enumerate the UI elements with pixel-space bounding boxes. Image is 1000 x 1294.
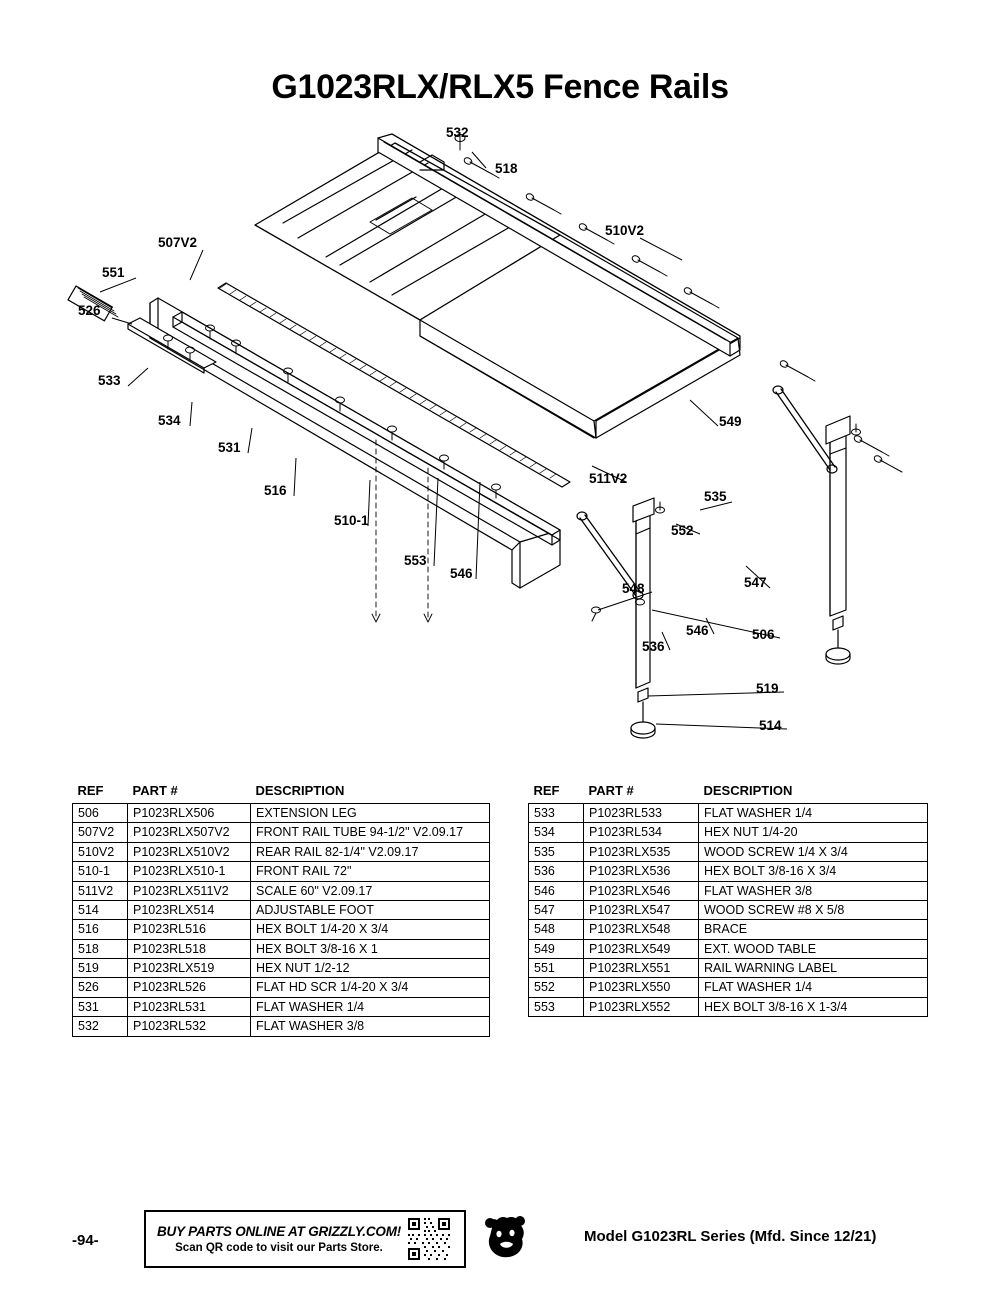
cell-desc: HEX BOLT 3/8-16 X 3/4 [699,862,928,881]
table-row [73,823,490,842]
table-row [529,862,928,881]
cell-ref: 510-1 [73,862,128,881]
table-row [73,939,490,958]
bear-glyph [480,1212,532,1262]
cell-ref: 511V2 [73,881,128,900]
cell-desc: FLAT WASHER 3/8 [251,1017,490,1036]
table-row [529,939,928,958]
cell-desc: FLAT WASHER 1/4 [699,804,928,823]
table-row [529,842,928,861]
callout-536: 536 [642,639,665,654]
cell-desc: FRONT RAIL TUBE 94-1/2" V2.09.17 [251,823,490,842]
cell-ref: 532 [73,1017,128,1036]
cell-ref: 514 [73,900,128,919]
table-row [73,842,490,861]
callout-532: 532 [446,125,469,140]
cell-desc: EXT. WOOD TABLE [699,939,928,958]
buy-parts-subtext: Scan QR code to visit our Parts Store. [175,1242,383,1254]
callout-533: 533 [98,373,121,388]
cell-part: P1023RLX536 [584,862,699,881]
cell-desc: REAR RAIL 82-1/4" V2.09.17 [251,842,490,861]
cell-desc: ADJUSTABLE FOOT [251,900,490,919]
table-row [73,920,490,939]
grizzly-bear-logo-icon [480,1212,532,1262]
table-row [529,900,928,919]
cell-part: P1023RLX514 [128,900,251,919]
cell-ref: 507V2 [73,823,128,842]
cell-part: P1023RLX552 [584,997,699,1016]
footer-model-text: Model G1023RL Series (Mfd. Since 12/21) [584,1228,877,1245]
cell-ref: 548 [529,920,584,939]
callout-511V2: 511V2 [589,471,628,486]
table-row [73,862,490,881]
callout-531: 531 [218,440,241,455]
cell-ref: 526 [73,978,128,997]
cell-part: P1023RL518 [128,939,251,958]
callout-553: 553 [404,553,427,568]
callout-546-a: 546 [450,566,473,581]
parts-table-right [528,782,928,1017]
diagram-drawing [40,110,970,770]
cell-desc: BRACE [699,920,928,939]
qr-code-glyph [406,1216,452,1262]
cell-desc: FRONT RAIL 72" [251,862,490,881]
callout-510V2: 510V2 [605,223,645,238]
cell-ref: 533 [529,804,584,823]
callout-510-1: 510-1 [334,513,369,528]
callout-552: 552 [671,523,694,538]
cell-part: P1023RLX549 [584,939,699,958]
callout-547: 547 [744,575,767,590]
cell-desc: FLAT WASHER 3/8 [699,881,928,900]
cell-desc: HEX NUT 1/4-20 [699,823,928,842]
cell-ref: 536 [529,862,584,881]
cell-desc: HEX BOLT 1/4-20 X 3/4 [251,920,490,939]
callout-516: 516 [264,483,287,498]
callout-546-b: 546 [686,623,709,638]
table-row [73,881,490,900]
table-row [73,1017,490,1036]
cell-desc: SCALE 60" V2.09.17 [251,881,490,900]
parts-table-left [72,782,490,1037]
cell-part: P1023RLX510V2 [128,842,251,861]
cell-ref: 551 [529,959,584,978]
table-row [73,804,490,823]
cell-part: P1023RL531 [128,997,251,1016]
cell-desc: FLAT WASHER 1/4 [699,978,928,997]
cell-part: P1023RL534 [584,823,699,842]
callout-506: 506 [752,627,775,642]
cell-part: P1023RLX547 [584,900,699,919]
header-part: PART # [128,782,251,804]
table-row [529,978,928,997]
qr-code-icon[interactable] [406,1216,452,1262]
cell-ref: 519 [73,959,128,978]
table-row [529,920,928,939]
cell-part: P1023RLX519 [128,959,251,978]
header-part: PART # [584,782,699,804]
cell-ref: 516 [73,920,128,939]
table-row [529,997,928,1016]
cell-part: P1023RLX550 [584,978,699,997]
callout-551: 551 [102,265,125,280]
cell-ref: 546 [529,881,584,900]
cell-part: P1023RL533 [584,804,699,823]
cell-desc: FLAT WASHER 1/4 [251,997,490,1016]
cell-part: P1023RLX548 [584,920,699,939]
header-desc: DESCRIPTION [251,782,490,804]
buy-parts-text [146,1224,404,1254]
header-ref: REF [73,782,128,804]
table-row [529,959,928,978]
cell-desc: HEX NUT 1/2-12 [251,959,490,978]
cell-part: P1023RLX551 [584,959,699,978]
cell-desc: HEX BOLT 3/8-16 X 1 [251,939,490,958]
cell-desc: HEX BOLT 3/8-16 X 1-3/4 [699,997,928,1016]
callout-548: 548 [622,581,645,596]
cell-ref: 531 [73,997,128,1016]
cell-ref: 547 [529,900,584,919]
table-header-row [529,782,928,804]
table-row [73,997,490,1016]
cell-desc: EXTENSION LEG [251,804,490,823]
cell-part: P1023RL532 [128,1017,251,1036]
cell-part: P1023RLX510-1 [128,862,251,881]
cell-ref: 549 [529,939,584,958]
cell-ref: 553 [529,997,584,1016]
cell-desc: WOOD SCREW 1/4 X 3/4 [699,842,928,861]
cell-part: P1023RL526 [128,978,251,997]
cell-part: P1023RLX507V2 [128,823,251,842]
table-row [529,881,928,900]
cell-part: P1023RL516 [128,920,251,939]
cell-desc: WOOD SCREW #8 X 5/8 [699,900,928,919]
header-desc: DESCRIPTION [699,782,928,804]
header-ref: REF [529,782,584,804]
cell-ref: 510V2 [73,842,128,861]
callout-518: 518 [495,161,518,176]
callout-514: 514 [759,718,782,733]
callout-519: 519 [756,681,779,696]
exploded-parts-diagram [40,110,970,770]
cell-part: P1023RLX511V2 [128,881,251,900]
table-row [73,978,490,997]
cell-ref: 534 [529,823,584,842]
cell-part: P1023RLX535 [584,842,699,861]
page-title: G1023RLX/RLX5 Fence Rails [271,68,729,106]
cell-ref: 535 [529,842,584,861]
table-header-row [73,782,490,804]
page-number: -94- [72,1232,99,1249]
cell-ref: 506 [73,804,128,823]
table-row [73,959,490,978]
buy-parts-online-box[interactable] [144,1210,466,1268]
cell-ref: 518 [73,939,128,958]
callout-526: 526 [78,303,101,318]
callout-534: 534 [158,413,181,428]
table-row [529,804,928,823]
buy-parts-headline: BUY PARTS ONLINE AT GRIZZLY.COM! [156,1224,402,1239]
callout-507V2: 507V2 [158,235,198,250]
table-row [73,900,490,919]
cell-part: P1023RLX506 [128,804,251,823]
cell-part: P1023RLX546 [584,881,699,900]
cell-ref: 552 [529,978,584,997]
table-row [529,823,928,842]
callout-549: 549 [719,414,742,429]
cell-desc: FLAT HD SCR 1/4-20 X 3/4 [251,978,490,997]
cell-desc: RAIL WARNING LABEL [699,959,928,978]
page-footer [0,1210,1000,1272]
callout-535: 535 [704,489,727,504]
